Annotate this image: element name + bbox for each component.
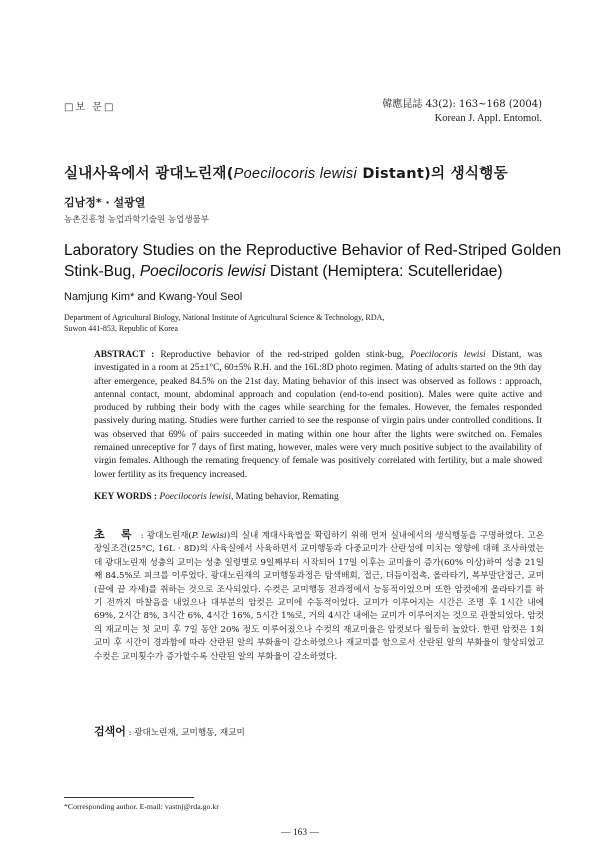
page-number: — 163 — — [281, 828, 319, 838]
korean-title-suffix: Distant)의 생식행동 — [357, 166, 508, 182]
abstract — [94, 349, 542, 482]
korean-keywords — [94, 723, 544, 739]
journal-citation — [382, 98, 542, 126]
korean-affiliation: 농촌진흥청 농업과학기술원 농업생물부 — [64, 215, 209, 225]
korean-abstract-label: 초 록 — [94, 528, 138, 541]
english-title-line-2-suffix: Distant (Hemiptera: Scutelleridae) — [265, 263, 503, 280]
korean-abstract-text-a: : 광대노린재( — [137, 531, 192, 541]
korean-title-species: Poecilocoris lewisi — [233, 166, 358, 182]
english-title-line-1: Laboratory Studies on the Reproductive Behavior of Red-Striped Golden — [64, 242, 562, 259]
english-title-line-2 — [64, 261, 561, 282]
footnote: *Corresponding author. E-mail: vastnj@rda.go.kr — [64, 802, 219, 811]
abstract-text-b: Distant, was investigated in a room at 25±1°C, 60±5% R.H. and the 16L:8D photo regimen. Mating of adults started on the 9th day after emergence, peaked 84.5% on the 21st day. Mating behavior of this insect was observed as follows : approach, antennal contact, mount, abdominal approach and copulation (end-to-end position). Males were quite active and produced by rubbing their body with the cages while searching for the females. However, the females responded passively during mating. Studies were further carried to see the response of virgin pairs under controlled conditions. It was observed that 69% of pairs succeeded in mating within one hour after the lights were switched on. Females remained unreceptive for 7 days of first mating, however, males were very much positive subject to the availability of virgin females. Although the remating frequency of female was positively correlated with fertility, but a male showed lower fertility as its frequency increased. — [94, 350, 542, 480]
korean-abstract — [94, 528, 544, 664]
korean-authors: 김남정* · 설광열 — [64, 196, 146, 209]
english-title-species: Poecilocoris lewisi — [139, 263, 266, 280]
english-title-line-2-prefix: Stink-Bug, — [64, 263, 140, 280]
keywords-label: KEY WORDS : — [94, 492, 158, 502]
keywords-species: Poecilocoris lewisi — [159, 492, 231, 502]
english-affiliation-line-2: Suwon 441-853, Republic of Korea — [64, 324, 178, 333]
korean-title — [64, 162, 508, 183]
section-tag: □보 문□ — [64, 102, 116, 113]
footnote-divider — [64, 797, 194, 798]
english-title — [64, 240, 561, 282]
korean-title-prefix: 실내사육에서 광대노린재( — [64, 166, 234, 182]
english-authors: Namjung Kim* and Kwang-Youl Seol — [64, 291, 243, 303]
keywords — [94, 492, 542, 502]
english-affiliation — [64, 312, 384, 334]
abstract-text-a: Reproductive behavior of the red-striped golden stink-bug, — [154, 350, 411, 360]
keywords-rest: , Mating behavior, Remating — [230, 492, 339, 502]
abstract-label: ABSTRACT : — [94, 350, 155, 360]
korean-abstract-text-b: )의 실내 계대사육법을 확립하기 위해 먼저 실내에서의 생식행동을 구명하였다. 고온장일조건(25°C, 16L · 8D)의 사육실에서 사육하면서 교미행동과 다중교미가 산란성에 미치는 영향에 대해 조사하였는데 광대노린재 성충의 교미는 성충 일령별로 9일째부터 시작되어 17일 이후는 교미율이 증가(60% 이상)하여 성충 21일째 84.5%로 피크를 이루었다. 광대노린재의 교미행동과정은 탐색배회, 접근, 더듬이접촉, 올라타기, 복부말단접근, 교미(끝에 끝 자세)를 취하는 것으로 조사되었다. 수컷은 교미행동 전과정에서 능동적이었으며 또한 암컷에게 올라타기를 하기 전까지 마찰음을 내었으나 대부분의 암컷은 교미에 수동적이었다. 교미가 이루어지는 시간은 조명 후 1시간 내에 69%, 2시간 8%, 3시간 6%, 4시간 16%, 5시간 1%로, 거의 4시간 내에는 교미가 이루어지는 것으로 관찰되었다. 암컷의 재교미는 첫 교미 후 7일 동안 20% 정도 이루어졌으나 수컷의 재교미율은 암컷보다 월등히 높았다. 한편 암컷은 1회 교미 후 시간이 경과함에 따라 산란된 알의 부화율이 감소하였으나 재교미를 함으로서 산란된 알의 부화율이 향상되었고 수컷은 교미횟수가 증가할수록 산란된 알의 부화율이 감소하였다. — [94, 531, 544, 662]
korean-keywords-label: 검색어 — [94, 725, 126, 738]
korean-abstract-species: P. lewisi — [191, 531, 227, 541]
english-affiliation-line-1: Department of Agricultural Biology, National Institute of Agricultural Science & Technology, RDA, — [64, 313, 385, 322]
korean-keywords-text: : 광대노린재, 교미행동, 재교미 — [125, 728, 245, 738]
journal-name-en: Korean J. Appl. Entomol. — [434, 113, 542, 124]
journal-citation-kr: 韓應昆誌 43(2): 163~168 (2004) — [382, 99, 542, 110]
abstract-species: Poecilocoris lewisi — [410, 350, 486, 360]
